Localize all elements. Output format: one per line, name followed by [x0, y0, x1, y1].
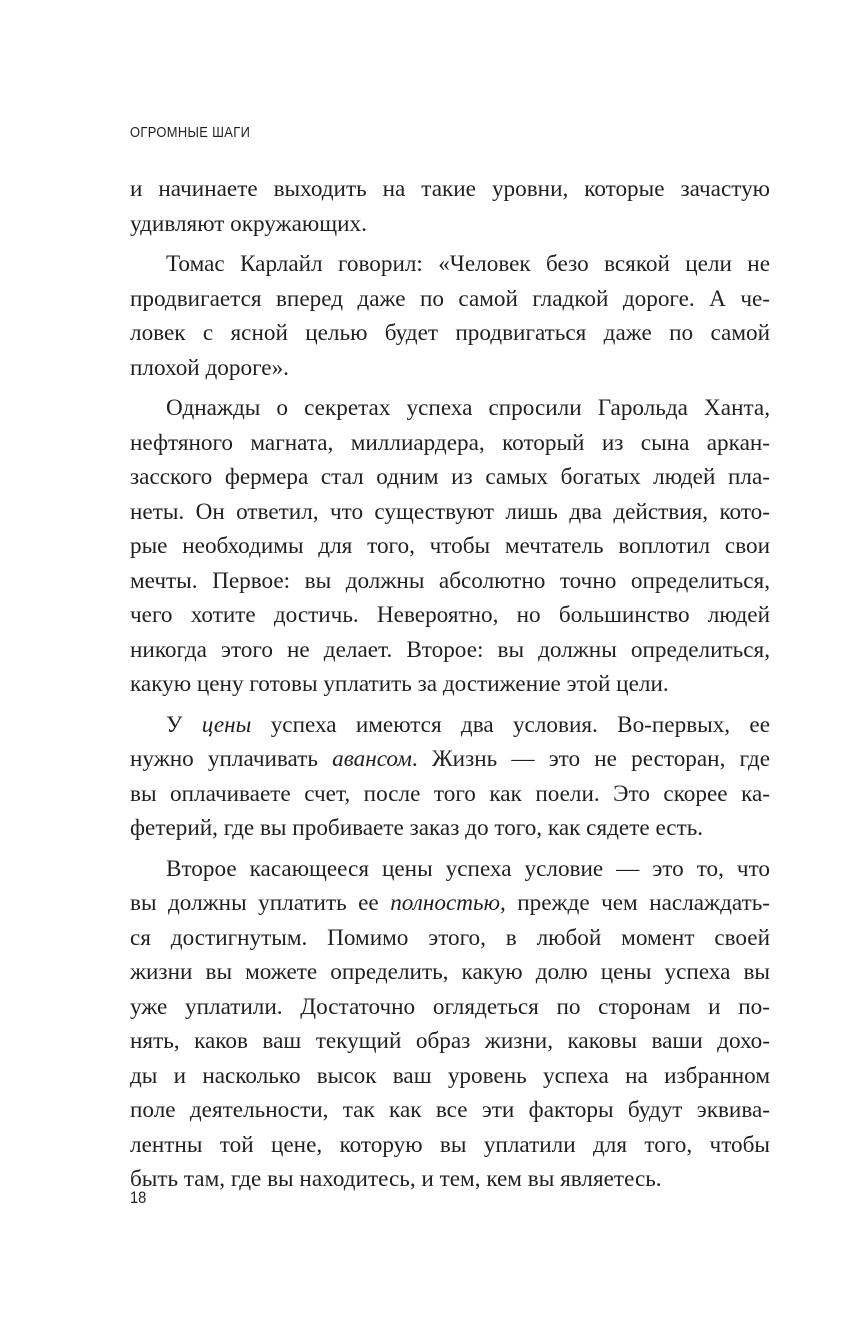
body-text [130, 172, 770, 1197]
text-line: неты. Он ответил, что существуют лишь два действия, кото- [130, 498, 770, 525]
text-line: вы должны уплатить ее полностью, прежде чем наслаждать- [130, 890, 770, 916]
text-line: Второе касающееся цены успеха условие — это то, что [166, 855, 770, 882]
text-line: фетерий, где вы пробиваете заказ до того, как сядете есть. [130, 815, 704, 841]
text-line: рые необходимы для того, чтобы мечтатель воплотил свои [130, 533, 770, 559]
paragraph [130, 708, 770, 846]
text-line: и начинаете выходить на такие уровни, которые зачастую [130, 176, 770, 202]
text-line: уже уплатили. Достаточно оглядеться по сторонам и по- [130, 993, 770, 1020]
text-line: ся достигнутым. Помимо этого, в любой момент своей [130, 924, 770, 951]
text-line: засского фермера стал одним из самых богатых людей пла- [130, 464, 770, 490]
paragraph [130, 247, 770, 385]
text-line: жизни вы можете определить, какую долю цены успеха вы [130, 959, 770, 985]
text-line: мечты. Первое: вы должны абсолютно точно определиться, [130, 567, 770, 594]
paragraph [130, 391, 770, 702]
text-line: У цены успеха имеются два условия. Во-первых, ее [166, 711, 770, 738]
text-line: Томас Карлайл говорил: «Человек безо всякой цели не [166, 251, 770, 277]
text-line: ловек с ясной целью будет продвигаться даже по самой [130, 320, 770, 346]
text-line: поле деятельности, так как все эти факторы будут эквива- [130, 1097, 770, 1123]
text-line: никогда этого не делает. Второе: вы должны определиться, [130, 636, 770, 663]
italic-emphasis: полностью, [390, 890, 506, 916]
text-line: чего хотите достичь. Невероятно, но большинство людей [130, 602, 770, 628]
text-line: ды и насколько высок ваш уровень успеха на избранном [130, 1062, 770, 1089]
text-line: Однажды о секретах успеха спросили Гарольда Ханта, [166, 395, 770, 421]
text-line: какую цену готовы уплатить за достижение этой цели. [130, 671, 669, 697]
italic-emphasis: цены [201, 711, 252, 738]
page-number: 18 [130, 1188, 147, 1207]
text-line: продвигается вперед даже по самой гладкой дороге. А че- [130, 285, 770, 312]
paragraph [130, 172, 770, 241]
text-line: нужно уплачивать авансом. Жизнь — это не ресторан, где [130, 746, 770, 772]
text-line: удивляют окружающих. [130, 210, 367, 237]
running-head: ОГРОМНЫЕ ШАГИ [130, 124, 251, 141]
text-line: лентны той цене, которую вы уплатили для того, чтобы [130, 1131, 770, 1158]
text-line: быть там, где вы находитесь, и тем, кем вы являетесь. [130, 1166, 662, 1192]
text-line: плохой дороге». [130, 354, 289, 381]
text-line: нефтяного магната, миллиардера, который из сына аркан- [130, 429, 770, 456]
italic-emphasis: авансом [332, 746, 412, 772]
text-line: нять, каков ваш текущий образ жизни, каковы ваши дохо- [130, 1028, 770, 1054]
paragraph [130, 852, 770, 1197]
text-line: вы оплачиваете счет, после того как поели. Это скорее ка- [130, 780, 770, 807]
